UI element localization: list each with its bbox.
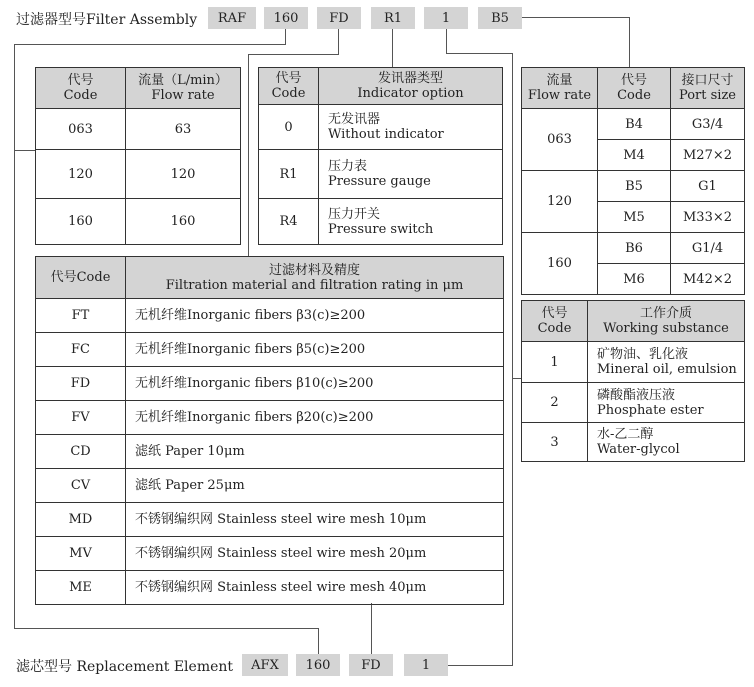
- port-code-cell: M6: [598, 264, 671, 295]
- filtration-material-cell: 无机纤维Inorganic fibers β20(c)≥200: [126, 401, 504, 435]
- table-row: [36, 367, 504, 401]
- substance-header-code: 代号 Code: [522, 301, 588, 342]
- table-row: [522, 383, 745, 423]
- indicator-option-cell: 压力开关 Pressure switch: [319, 199, 503, 245]
- port-size-cell: M33×2: [671, 202, 745, 233]
- filtration-code-cell: ME: [36, 571, 126, 605]
- code-box-port: B5: [478, 7, 522, 29]
- port-flow-cell: 160: [522, 233, 598, 295]
- table-row: [36, 333, 504, 367]
- filtration-code-cell: MV: [36, 537, 126, 571]
- flow-rate-cell: 63: [126, 109, 241, 150]
- element-code-box-filtration: FD: [349, 654, 393, 676]
- table-row: [36, 503, 504, 537]
- filtration-table: [35, 256, 504, 605]
- substance-name-cell: 磷酸酯液压液 Phosphate ester: [588, 383, 745, 423]
- substance-code-cell: 1: [522, 342, 588, 383]
- code-box-filtration: FD: [317, 7, 361, 29]
- filtration-material-cell: 不锈钢编织网 Stainless steel wire mesh 40μm: [126, 571, 504, 605]
- table-row: [36, 435, 504, 469]
- table-row: [522, 109, 745, 140]
- element-code-box-size: 160: [296, 654, 340, 676]
- indicator-code-cell: R1: [259, 150, 319, 199]
- port-size-cell: M42×2: [671, 264, 745, 295]
- filtration-material-cell: 不锈钢编织网 Stainless steel wire mesh 10μm: [126, 503, 504, 537]
- filtration-material-cell: 无机纤维Inorganic fibers β10(c)≥200: [126, 367, 504, 401]
- working-substance-table: [521, 300, 745, 462]
- filtration-code-cell: CD: [36, 435, 126, 469]
- code-box-raf: RAF: [208, 7, 256, 29]
- table-row: [36, 150, 241, 199]
- port-size-cell: G1/4: [671, 233, 745, 264]
- table-row: [36, 571, 504, 605]
- substance-code-cell: 3: [522, 423, 588, 462]
- table-row: [522, 342, 745, 383]
- port-code-cell: B6: [598, 233, 671, 264]
- element-code-box-afx: AFX: [242, 654, 288, 676]
- port-header-flow: 流量 Flow rate: [522, 68, 598, 109]
- indicator-table: [258, 67, 503, 245]
- flow-code-cell: 063: [36, 109, 126, 150]
- indicator-code-cell: R4: [259, 199, 319, 245]
- table-row: [259, 105, 503, 150]
- code-box-size: 160: [264, 7, 308, 29]
- table-row: [36, 537, 504, 571]
- indicator-code-cell: 0: [259, 105, 319, 150]
- indicator-option-cell: 无发讯器 Without indicator: [319, 105, 503, 150]
- port-header-code: 代号 Code: [598, 68, 671, 109]
- flow-rate-cell: 160: [126, 199, 241, 245]
- indicator-header-option: 发讯器类型 Indicator option: [319, 68, 503, 105]
- substance-name-cell: 矿物油、乳化液 Mineral oil, emulsion: [588, 342, 745, 383]
- flow-rate-table: [35, 67, 241, 245]
- filtration-material-cell: 无机纤维Inorganic fibers β5(c)≥200: [126, 333, 504, 367]
- port-size-cell: G1: [671, 171, 745, 202]
- flow-rate-cell: 120: [126, 150, 241, 199]
- port-code-cell: B4: [598, 109, 671, 140]
- filtration-material-cell: 无机纤维Inorganic fibers β3(c)≥200: [126, 299, 504, 333]
- filtration-header-material: 过滤材料及精度 Filtration material and filtration rating in μm: [126, 257, 504, 299]
- filtration-material-cell: 滤纸 Paper 25μm: [126, 469, 504, 503]
- table-row: [522, 233, 745, 264]
- port-size-cell: G3/4: [671, 109, 745, 140]
- filter-assembly-title: 过滤器型号Filter Assembly: [16, 12, 198, 28]
- code-box-indicator: R1: [371, 7, 415, 29]
- table-row: [36, 299, 504, 333]
- filtration-code-cell: MD: [36, 503, 126, 537]
- table-row: [36, 199, 241, 245]
- substance-name-cell: 水-乙二醇 Water-glycol: [588, 423, 745, 462]
- flow-code-cell: 120: [36, 150, 126, 199]
- filtration-code-cell: FC: [36, 333, 126, 367]
- indicator-header-code: 代号 Code: [259, 68, 319, 105]
- filtration-code-cell: FT: [36, 299, 126, 333]
- table-row: [522, 171, 745, 202]
- port-flow-cell: 120: [522, 171, 598, 233]
- substance-header-name: 工作介质 Working substance: [588, 301, 745, 342]
- table-row: [36, 109, 241, 150]
- flow-table-header-flow: 流量（L/min） Flow rate: [126, 68, 241, 109]
- flow-code-cell: 160: [36, 199, 126, 245]
- port-code-cell: M5: [598, 202, 671, 233]
- port-code-cell: B5: [598, 171, 671, 202]
- substance-code-cell: 2: [522, 383, 588, 423]
- filtration-code-cell: CV: [36, 469, 126, 503]
- element-code-box-substance: 1: [404, 654, 448, 676]
- port-flow-cell: 063: [522, 109, 598, 171]
- table-row: [522, 423, 745, 462]
- code-box-substance: 1: [424, 7, 468, 29]
- filtration-header-code: 代号Code: [36, 257, 126, 299]
- indicator-option-cell: 压力表 Pressure gauge: [319, 150, 503, 199]
- filtration-code-cell: FV: [36, 401, 126, 435]
- port-header-size: 接口尺寸 Port size: [671, 68, 745, 109]
- flow-table-header-code: 代号 Code: [36, 68, 126, 109]
- filtration-code-cell: FD: [36, 367, 126, 401]
- filtration-material-cell: 滤纸 Paper 10μm: [126, 435, 504, 469]
- replacement-element-title: 滤芯型号 Replacement Element: [16, 659, 234, 675]
- filtration-material-cell: 不锈钢编织网 Stainless steel wire mesh 20μm: [126, 537, 504, 571]
- port-size-cell: M27×2: [671, 140, 745, 171]
- table-row: [259, 150, 503, 199]
- port-size-table: [521, 67, 745, 295]
- table-row: [36, 469, 504, 503]
- port-code-cell: M4: [598, 140, 671, 171]
- table-row: [36, 401, 504, 435]
- table-row: [259, 199, 503, 245]
